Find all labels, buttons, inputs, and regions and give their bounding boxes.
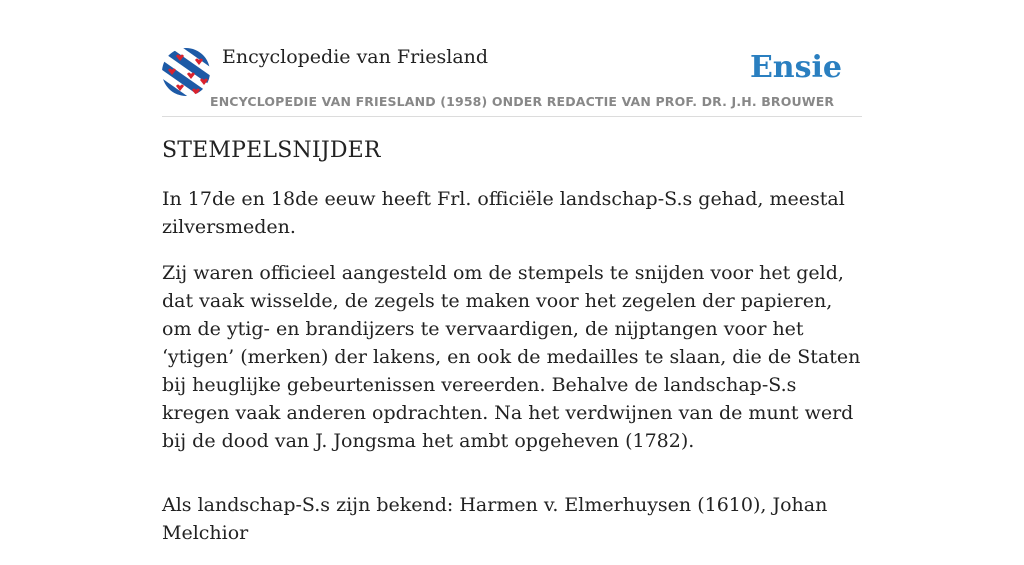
frisian-flag-icon[interactable] <box>162 48 210 96</box>
site-title[interactable]: Encyclopedie van Friesland <box>222 46 489 68</box>
entry-title: STEMPELSNIJDER <box>162 138 381 163</box>
entry-paragraph: Als landschap-S.s zijn bekend: Harmen v. Elmerhuysen (1610), Johan Melchior <box>162 494 828 544</box>
site-subtitle: ENCYCLOPEDIE VAN FRIESLAND (1958) ONDER REDACTIE VAN PROF. DR. J.H. BROUWER <box>210 94 835 109</box>
entry-paragraph: In 17de en 18de eeuw heeft Frl. officiële landschap-S.s gehad, meestal zilversmeden. <box>162 188 845 238</box>
site-header <box>162 44 862 117</box>
entry-content <box>162 138 862 565</box>
ensie-logo-text[interactable]: Ensie <box>749 50 842 85</box>
entry-paragraph: Zij waren officieel aangesteld om de stempels te snijden voor het geld, dat vaak wisselde, de zegels te maken voor het zegelen der papieren, om de ytig- en brandijzers te vervaardigen, de nijptangen voor het ‘ytigen’ (merken) der lakens, en ook de medailles te slaan, die de Staten bij heuglijke gebeurtenissen vereerden. Behalve de landschap-S.s kregen vaak anderen opdrachten. Na het verdwijnen van de munt werd bij de dood van J. Jongsma het ambt opgeheven (1782). <box>162 262 861 452</box>
